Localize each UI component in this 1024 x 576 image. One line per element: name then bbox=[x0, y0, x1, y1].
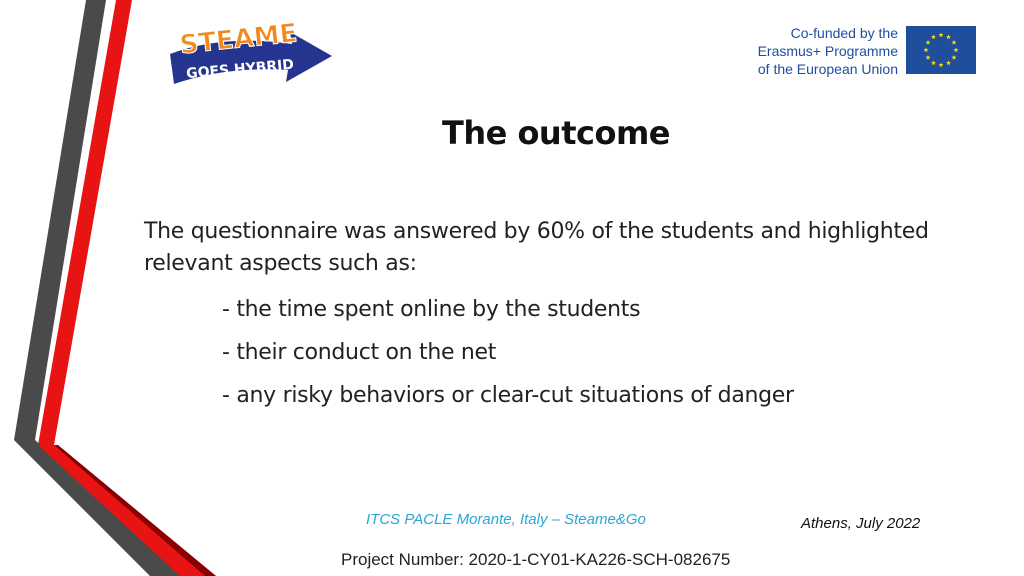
footer-place-date: Athens, July 2022 bbox=[801, 515, 921, 532]
eu-text-line-2: Erasmus+ Programme bbox=[757, 43, 898, 59]
list-item: - any risky behaviors or clear-cut situations of danger bbox=[222, 383, 794, 408]
slide-title: The outcome bbox=[441, 114, 670, 152]
eu-text-line-3: of the European Union bbox=[757, 61, 898, 77]
list-item: - the time spent online by the students bbox=[222, 297, 641, 322]
eu-flag-icon bbox=[906, 26, 976, 74]
footer-project-number: Project Number: 2020-1-CY01-KA226-SCH-082675 bbox=[341, 550, 731, 569]
footer-school: ITCS PACLE Morante, Italy – Steame&Go bbox=[366, 511, 646, 528]
steame-logo bbox=[164, 14, 336, 88]
logo-word-goes-hybrid: GOES HYBRID bbox=[185, 56, 295, 83]
intro-paragraph: The questionnaire was answered by 60% of the students and highlighted relevant aspects such as: bbox=[144, 219, 929, 276]
logo-word-steame: STEAME bbox=[178, 18, 299, 61]
list-item: - their conduct on the net bbox=[222, 340, 497, 365]
eu-text-line-1: Co-funded by the bbox=[790, 25, 898, 41]
eu-funding-text bbox=[738, 24, 898, 78]
aspects-list bbox=[222, 288, 794, 417]
